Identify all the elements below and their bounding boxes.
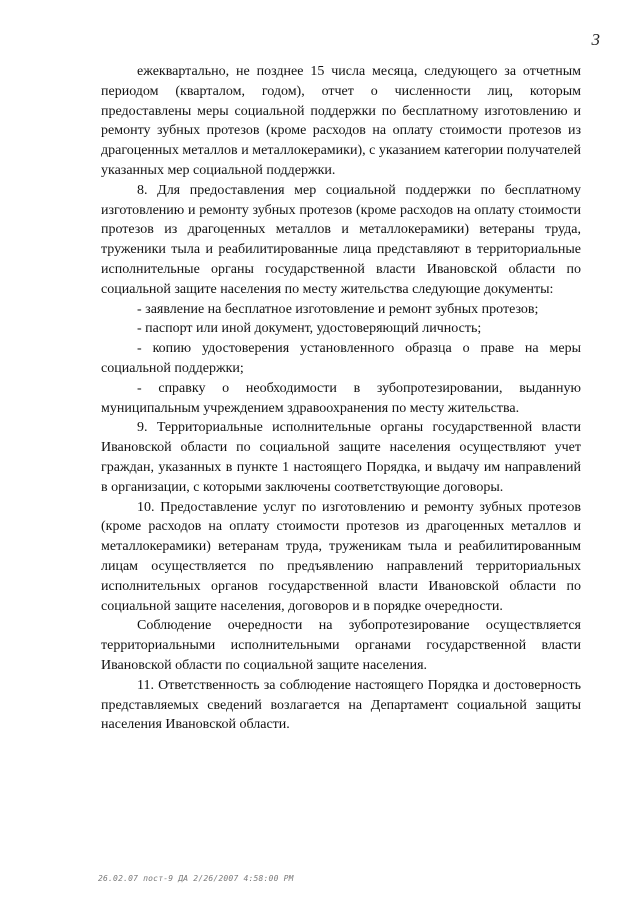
paragraph-9: 9. Территориальные исполнительные органы государственной власти Ивановской области по социальной защите населения осуществляют учет граждан, указанных в пункте 1 настоящего Порядка, и выдачу им направлений в организации, с которыми заключены соответствующие договоры. <box>101 420 581 495</box>
list-item-application: - заявление на бесплатное изготовление и ремонт зубных протезов; <box>137 301 539 317</box>
paragraph-queue: Соблюдение очередности на зубопротезирование осуществляется территориальными исполнительными органами государственной власти Ивановской области по социальной защите населения. <box>101 618 581 673</box>
document-body <box>101 62 581 735</box>
list-item-passport: - паспорт или иной документ, удостоверяющий личность; <box>137 321 482 337</box>
list-item-medical-reference: - справку о необходимости в зубопротезировании, выданную муниципальным учреждением здравоохранения по месту жительства. <box>101 380 581 416</box>
paragraph-8: 8. Для предоставления мер социальной поддержки по бесплатному изготовлению и ремонту зубных протезов (кроме расходов на оплату стоимости протезов из драгоценных металлов и металлокерамики) ветераны труда, труженики тыла и реабилитированные лица представляют в территориальные исполнительные органы государственной власти Ивановской области по социальной защите населения по месту жительства следующие документы: <box>101 182 581 297</box>
list-item-certificate-copy: - копию удостоверения установленного образца о праве на меры социальной поддержки; <box>101 341 581 376</box>
page-number: 3 <box>591 30 600 49</box>
paragraph-11: 11. Ответственность за соблюдение настоящего Порядка и достоверность представляемых сведений возлагается на Департамент социальной защиты населения Ивановской области. <box>101 677 581 733</box>
footer-file-stamp: 26.02.07 пост-9 ДА 2/26/2007 4:58:00 PM <box>98 874 294 883</box>
paragraph-10: 10. Предоставление услуг по изготовлению и ремонту зубных протезов (кроме расходов на оплату стоимости протезов из драгоценных металлов и металлокерамики) ветеранам труда, труженикам тыла и реабилитированным лицам осуществляется по предъявлению направлений территориальных исполнительных органов государственной власти Ивановской области по социальной защите населения, договоров и в порядке очередности. <box>101 499 581 614</box>
paragraph-reporting: ежеквартально, не позднее 15 числа месяца, следующего за отчетным периодом (кварталом, годом), отчет о численности лиц, которым предоставлены меры социальной поддержки по бесплатному изготовлению и ремонту зубных протезов (кроме расходов на оплату стоимости протезов из драгоценных металлов и металлокерамики), с указанием категории получателей указанных мер социальной поддержки. <box>101 64 581 178</box>
